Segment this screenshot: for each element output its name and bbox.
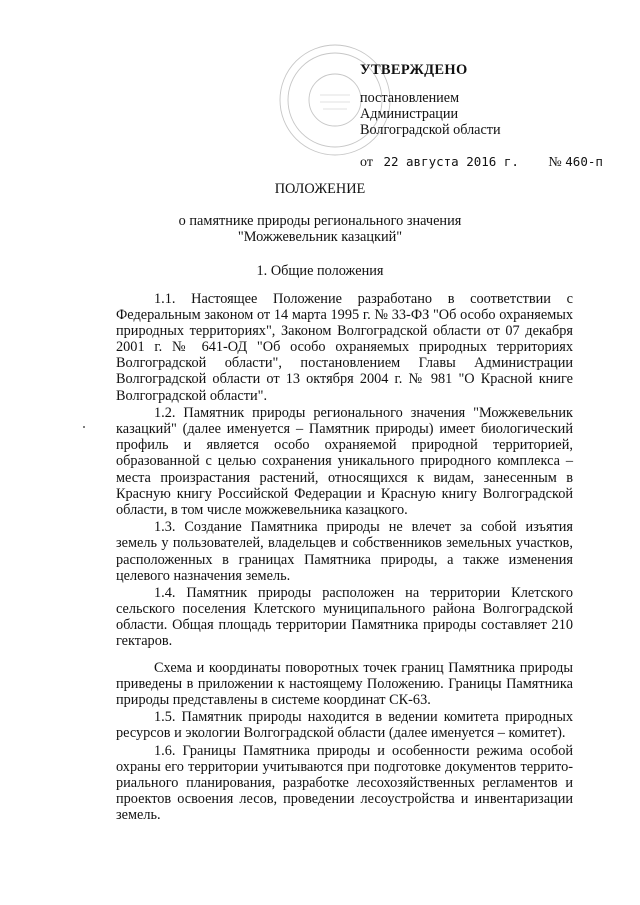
- paragraph-1-5: 1.5. Памятник природы находится в ведении комитета природных ресурсов и экологии Волгоградской области (далее именуется – комитет).: [116, 709, 573, 742]
- approval-stamp: УТВЕРЖДЕНО: [360, 62, 468, 78]
- approval-from: от: [360, 155, 373, 170]
- section-heading: 1. Общие положения: [256, 263, 384, 279]
- approval-number: 460-п: [565, 154, 603, 169]
- approval-line-2: Администрации: [360, 106, 459, 122]
- paragraph-1-3: 1.3. Создание Памятника природы не влечет за собой изъятия земель у пользователей, владельцев и собственников земельных участков, расположенных в границах Памятника природы, а также изменения целевого назначения земель.: [116, 519, 573, 584]
- paragraph-1-4: 1.4. Памятник природы расположен на территории Клетского сельского поселения Клетского муниципального района Волгоградской области. Общая площадь территории Памятника природы составляет 210 гектаров.: [116, 585, 573, 650]
- paragraph-1-6: 1.6. Границы Памятника природы и особенности режима особой охраны его территории учитываются при подготовке документов террито-риального планирования, разработке лесохозяйственных регламентов и проектов освоения лесов, проведении лесоустройства и инвентаризации земель.: [116, 743, 573, 824]
- approval-date-line: [360, 154, 630, 171]
- approval-line-1: постановлением: [360, 90, 460, 106]
- document-title: ПОЛОЖЕНИЕ: [274, 181, 366, 197]
- approval-block: [360, 62, 630, 171]
- paragraph-1-2: 1.2. Памятник природы регионального значения "Можжевельник казацкий" (далее именуется – Памятник природы) имеет биологический профиль и является особо охраняемой природной территорией, образованной с целью сохранения уникального природного комплекса – места произрастания растений, относящихся к видам, занесенным в Красную книгу Российской Федерации и Красную книгу Волгоградской области, в том числе можжевельника казацкого.: [116, 405, 573, 518]
- margin-mark: [83, 426, 85, 428]
- document-subtitle-2: "Можжевельник казацкий": [237, 229, 403, 245]
- paragraph-scheme: Схема и координаты поворотных точек границ Памятника природы приведены в приложении к настоящему Положению. Границы Памятника природы представлены в системе координат СК-63.: [116, 659, 573, 708]
- approval-number-label: №: [548, 155, 562, 170]
- document-subtitle-1: о памятнике природы регионального значения: [178, 213, 462, 229]
- approval-line-3: Волгоградской области: [360, 122, 501, 138]
- paragraph-1-1: 1.1. Настоящее Положение разработано в соответствии с Федеральным законом от 14 марта 1995 г. № 33-ФЗ "Об особо охраняемых природных территориях", Законом Волгоградской области от 07 декабря 2001 г. № 641-ОД "Об особо охраняемых природных территориях Волгоградской области", постановлением Главы Администрации Волгоградской области от 13 октября 2004 г. № 981 "О Красной книге Волгоградской области".: [116, 291, 573, 404]
- approval-date: 22 августа 2016 г.: [383, 154, 519, 169]
- document-body: [116, 291, 573, 824]
